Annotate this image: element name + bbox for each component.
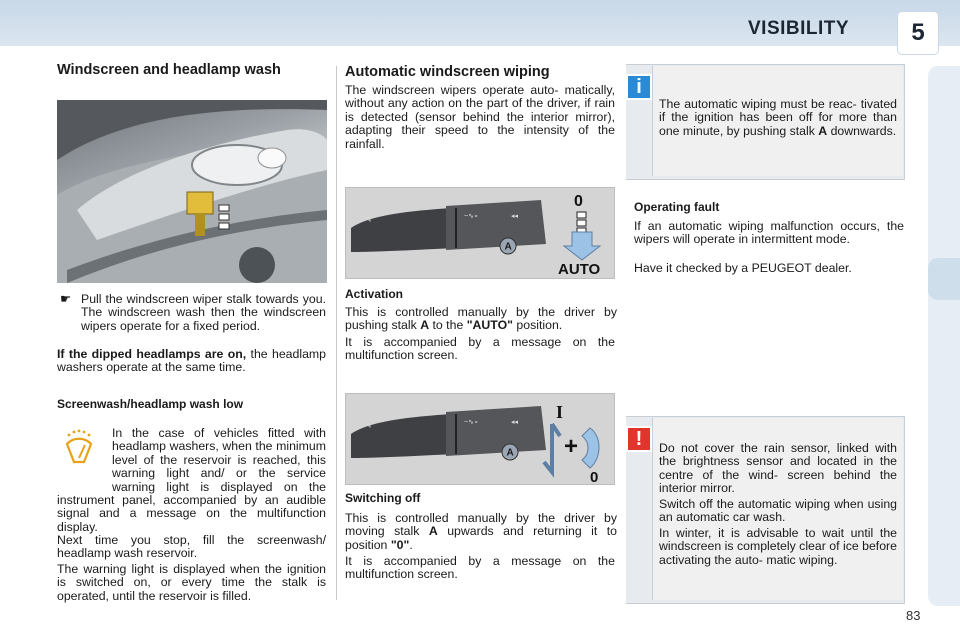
stalk-figure-off (345, 393, 615, 485)
activation-text (345, 306, 617, 333)
section-heading-windscreen-wash: Windscreen and headlamp wash (57, 62, 281, 78)
activation-auto-position: "AUTO" (466, 318, 513, 333)
activation-stalk-a: A (420, 318, 430, 333)
svg-text:~∿∘: ~∿∘ (464, 213, 479, 220)
activation-heading: Activation (345, 287, 404, 301)
info-stalk-a: A (818, 123, 828, 138)
activation-text-part3: position. (512, 318, 563, 333)
stalk-figure-auto (345, 187, 615, 279)
section-heading-auto-wiping: Automatic windscreen wiping (345, 64, 550, 80)
activation-text-part1: This is controlled manually by the driver by pushing stalk (345, 305, 617, 333)
operating-fault-text: If an automatic wiping malfunction occurs, the wipers will operate in intermittent mode. (634, 219, 904, 247)
switch-off-part1: This is controlled manually by the driver by moving stalk (345, 511, 617, 539)
activation-message-text: It is accompanied by a message on the multifunction screen. (345, 335, 615, 363)
headlamp-photo (57, 100, 327, 283)
info-text-part1: The automatic wiping must be reac- tivated if the ignition has been off for more than one minute, by pushing stalk (659, 97, 897, 138)
wiper-stalk-off-illustration (346, 394, 614, 484)
wash-low-warning-block (57, 426, 326, 534)
auto-wiping-intro: The windscreen wipers operate auto- matically, without any action on the part of the driver, if rain is detected (sensor behind the interior mirror), adapting their speed to the intensity of the rainfall. (345, 83, 615, 151)
position-one-label: I (556, 402, 564, 422)
position-auto-label: AUTO (558, 261, 601, 278)
svg-text:◂◂: ◂◂ (511, 213, 519, 220)
peugeot-dealer-text: Have it checked by a PEUGEOT dealer. (634, 261, 852, 275)
warning-light-text: The warning light is displayed when the ignition is switched on, or every time the stalk is operated, until the reservoir is filled. (57, 562, 326, 603)
position-zero-label: 0 (574, 193, 583, 210)
stalk-letter-a: A (504, 241, 512, 253)
info-text-part2: downwards. (827, 123, 897, 138)
winter-warning: In winter, it is advisable to wait until the windscreen is completely clear of ice before activating the auto- matic wiping. (659, 526, 897, 567)
chapter-strip-active (928, 258, 960, 300)
dipped-headlamps-rest: the headlamp washers operate at the same time. (57, 347, 327, 375)
bullet-marker: ☛ (60, 292, 72, 306)
page-number: 83 (906, 608, 921, 623)
position-zero-label: 0 (590, 469, 599, 484)
bullet-wash-text: Pull the windscreen wiper stalk towards you. The windscreen wash then the windscreen wipers operate for a fixed period. (81, 292, 326, 333)
switch-off-part2: upwards and returning it to position (345, 524, 617, 552)
warning-icon: ! (626, 426, 652, 452)
info-text (659, 98, 897, 138)
dipped-headlamps-bold: If the dipped headlamps are on, (57, 347, 247, 361)
car-wash-warning: Switch off the automatic wiping when using an automatic car wash. (659, 497, 897, 525)
switch-off-zero-position: "0" (390, 537, 410, 552)
stalk-letter-a: A (506, 447, 514, 459)
switch-off-part3: . (409, 537, 413, 552)
headlamp-illustration (57, 100, 327, 283)
switching-off-message-text: It is accompanied by a message on the multifunction screen. (345, 554, 615, 582)
operating-fault-heading: Operating fault (634, 200, 720, 214)
info-icon: i (626, 74, 652, 100)
wash-low-warning-text: In the case of vehicles fitted with headlamp washers, when the minimum level of the reservoir is reached, this warning light and/ or the service warning light is displayed on the instrument panel, accompanied by an audible signal and a message on the multifunction display. (57, 426, 326, 534)
dipped-headlamps-note (57, 348, 326, 375)
switching-off-heading: Switching off (345, 491, 421, 505)
switch-off-stalk-a: A (428, 524, 438, 539)
svg-text:~∿∘: ~∿∘ (464, 419, 479, 426)
rain-sensor-warning: Do not cover the rain sensor, linked with the brightness sensor and located in the centre of the wind- screen behind the interior mirror. (659, 441, 897, 496)
activation-text-part2: to the (429, 318, 467, 333)
icon-float-spacer (57, 427, 112, 481)
subheading-wash-low: Screenwash/headlamp wash low (57, 397, 244, 411)
svg-text:✎: ✎ (366, 217, 372, 224)
wiper-stalk-auto-illustration (346, 188, 614, 278)
svg-text:✎: ✎ (366, 423, 372, 430)
svg-text:◂◂: ◂◂ (511, 419, 519, 426)
page-title: VISIBILITY (748, 18, 850, 39)
position-plus-label: + (564, 433, 579, 460)
switching-off-text (345, 512, 617, 552)
column-divider (336, 66, 337, 600)
next-time-text: Next time you stop, fill the screenwash/ headlamp wash reservoir. (57, 533, 326, 561)
chapter-strip (928, 66, 960, 606)
chapter-number-tab: 5 (898, 12, 938, 54)
